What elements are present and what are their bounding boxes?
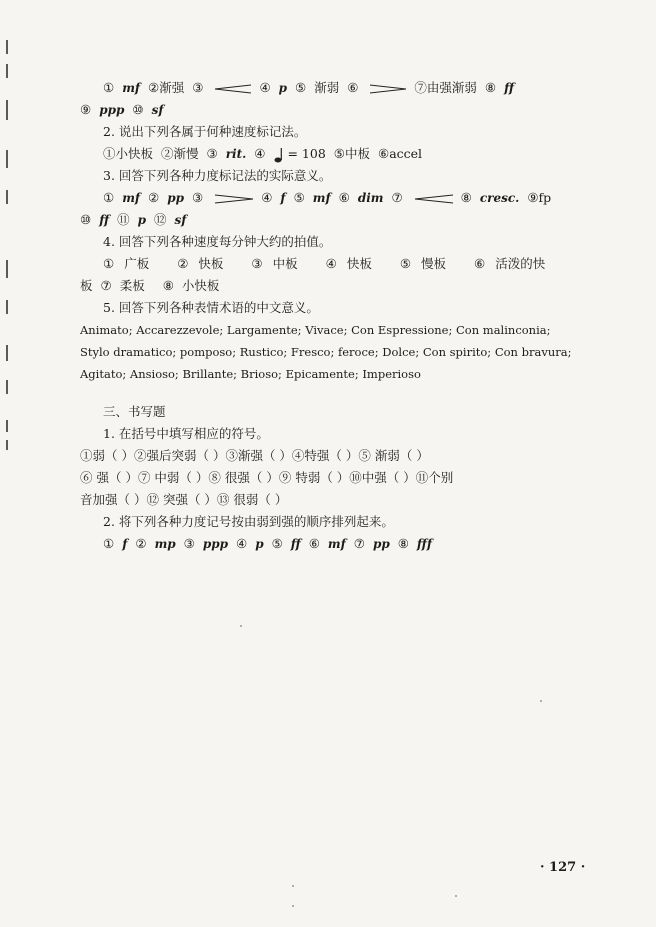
term-line: Animato; Accarezzevole; Largamente; Vivace; Con Espressione; Con malinconia;	[80, 323, 551, 337]
item-text: 板	[80, 278, 93, 293]
crescendo-icon	[414, 194, 454, 204]
quarter-note-icon	[274, 147, 284, 163]
dynamic-mark: p	[137, 213, 147, 227]
dynamic-mark: cresc.	[479, 191, 520, 205]
margin-mark	[6, 300, 8, 314]
scan-speck	[292, 885, 294, 887]
item-number: ⑧	[460, 190, 472, 205]
item-text: 小快板	[181, 278, 220, 293]
item-number: ③	[192, 190, 204, 205]
item-text: 中板	[272, 256, 298, 271]
item-number: ⑤	[295, 80, 307, 95]
term-line: Stylo dramatico; pomposo; Rustico; Fresco; feroce; Dolce; Con spirito; Con bravura;	[80, 345, 572, 359]
dynamic-mark: fff	[416, 537, 433, 551]
question-2: 2. 说出下列各属于何种速度标记法。	[103, 124, 307, 139]
item-text: ②渐慢	[161, 146, 199, 161]
scan-speck	[455, 895, 457, 897]
sec2-row1	[103, 80, 518, 96]
item-number: ⑥	[308, 536, 320, 551]
item-number: ⑥	[474, 256, 486, 271]
item-number: ④	[236, 536, 248, 551]
dynamic-mark: mf	[312, 191, 331, 205]
item-text: ⑦由强渐弱	[414, 80, 477, 95]
dynamic-mark: mf	[122, 191, 141, 205]
item-text: 快板	[198, 256, 224, 271]
dynamic-mark: dim	[357, 191, 384, 205]
item-number: ②	[135, 536, 147, 551]
margin-mark	[6, 64, 8, 78]
sec3-question-1: 1. 在括号中填写相应的符号。	[103, 426, 269, 441]
item-number: ⑤	[271, 536, 283, 551]
margin-mark	[6, 150, 8, 168]
q3-row1	[103, 190, 555, 206]
item-text: ①小快板	[103, 146, 154, 161]
item-number: ③	[192, 80, 204, 95]
item-number: ⑥	[347, 80, 359, 95]
dynamic-mark: mp	[154, 537, 176, 551]
dynamic-mark: sf	[151, 103, 164, 117]
dynamic-mark: mf	[327, 537, 346, 551]
scan-speck	[292, 905, 294, 907]
item-number: ⑨	[80, 102, 92, 117]
dynamic-mark: ppp	[99, 103, 125, 117]
margin-mark	[6, 260, 8, 278]
q3-row2	[80, 212, 190, 228]
item-number: ④	[325, 256, 337, 271]
item-number: ⑦	[353, 536, 365, 551]
item-number: ①	[103, 536, 115, 551]
item-number: ⑪	[117, 212, 130, 227]
item-text: ⑥accel	[377, 146, 423, 161]
metronome-value: = 108	[287, 146, 326, 161]
item-number: ④	[254, 146, 266, 161]
item-number: ②	[177, 256, 189, 271]
item-number: ②	[148, 190, 160, 205]
dynamic-mark: ff	[99, 213, 110, 227]
question-4: 4. 回答下列各种速度每分钟大约的拍值。	[103, 234, 332, 249]
sec2-row2	[80, 102, 167, 118]
q2-items	[103, 146, 426, 163]
item-number: ⑩	[132, 102, 144, 117]
dynamic-mark: sf	[174, 213, 187, 227]
item-number: ⑥	[338, 190, 350, 205]
dynamic-mark: p	[278, 81, 288, 95]
dynamic-mark: ff	[290, 537, 301, 551]
margin-mark	[6, 190, 8, 204]
item-text: 广板	[124, 256, 150, 271]
dynamic-mark: mf	[122, 81, 141, 95]
item-number: ③	[183, 536, 195, 551]
q4-row2	[80, 278, 223, 294]
item-text: ⑨fp	[527, 190, 552, 205]
item-number: ④	[259, 80, 271, 95]
fill-line: ①弱（ ）②强后突弱（ ）③渐强（ ）④特强（ ）⑤ 渐弱（ ）	[80, 448, 429, 463]
item-number: ⑫	[154, 212, 167, 227]
dynamic-mark: f	[280, 191, 286, 205]
dynamic-mark: ppp	[202, 537, 229, 551]
scan-speck	[240, 625, 242, 627]
item-text: 渐弱	[314, 80, 340, 95]
question-5: 5. 回答下列各种表情术语的中文意义。	[103, 300, 319, 315]
dynamic-mark: pp	[167, 191, 185, 205]
margin-mark	[6, 440, 8, 450]
item-text: ⑤中板	[333, 146, 370, 161]
dynamic-mark: pp	[372, 537, 390, 551]
item-number: ①	[103, 190, 115, 205]
decrescendo-icon	[369, 84, 407, 94]
margin-mark	[6, 420, 8, 432]
margin-mark	[6, 345, 8, 361]
q4-row1	[103, 256, 549, 272]
item-text: ②渐强	[148, 80, 185, 95]
item-text: 活泼的快	[495, 256, 546, 271]
section-heading: 三、书写题	[103, 404, 166, 419]
item-number: ⑤	[293, 190, 305, 205]
item-number: ⑤	[399, 256, 412, 271]
dynamic-mark: ff	[504, 81, 515, 95]
item-number: ⑧	[397, 536, 409, 551]
item-number: ⑧	[484, 80, 497, 95]
question-3: 3. 回答下列各种力度标记法的实际意义。	[103, 168, 332, 183]
item-number: ③	[251, 256, 263, 271]
sec3-q2-items	[103, 536, 436, 552]
crescendo-icon	[214, 84, 252, 94]
fill-line: 音加强（ ）⑫ 突强（ ）⑬ 很弱（ ）	[80, 492, 288, 507]
item-text: 慢板	[421, 256, 447, 271]
term-line: Agitato; Ansioso; Brillante; Brioso; Epicamente; Imperioso	[80, 367, 421, 381]
item-number: ⑦	[100, 278, 112, 293]
item-text: 柔板	[119, 278, 145, 293]
item-number: ①	[103, 80, 115, 95]
item-number: ④	[261, 190, 273, 205]
sec3-question-2: 2. 将下列各种力度记号按由弱到强的顺序排列起来。	[103, 514, 394, 529]
item-number: ③	[206, 146, 218, 161]
item-text: 快板	[346, 256, 372, 271]
page-number: · 127 ·	[540, 860, 586, 875]
margin-mark	[6, 380, 8, 394]
dynamic-mark: p	[255, 537, 264, 551]
item-number: ①	[103, 256, 115, 271]
margin-mark	[6, 40, 8, 54]
scan-speck	[540, 700, 542, 702]
decrescendo-icon	[214, 194, 254, 204]
item-number: ⑩	[80, 212, 92, 227]
tempo-mark: rit.	[225, 147, 247, 161]
margin-mark	[6, 100, 8, 120]
item-number: ⑦	[391, 190, 403, 205]
item-number: ⑧	[162, 278, 174, 293]
fill-line: ⑥ 强（ ）⑦ 中弱（ ）⑧ 很强（ ）⑨ 特弱（ ）⑩中强（ ）⑪个别	[80, 470, 454, 485]
dynamic-mark: f	[122, 537, 128, 551]
